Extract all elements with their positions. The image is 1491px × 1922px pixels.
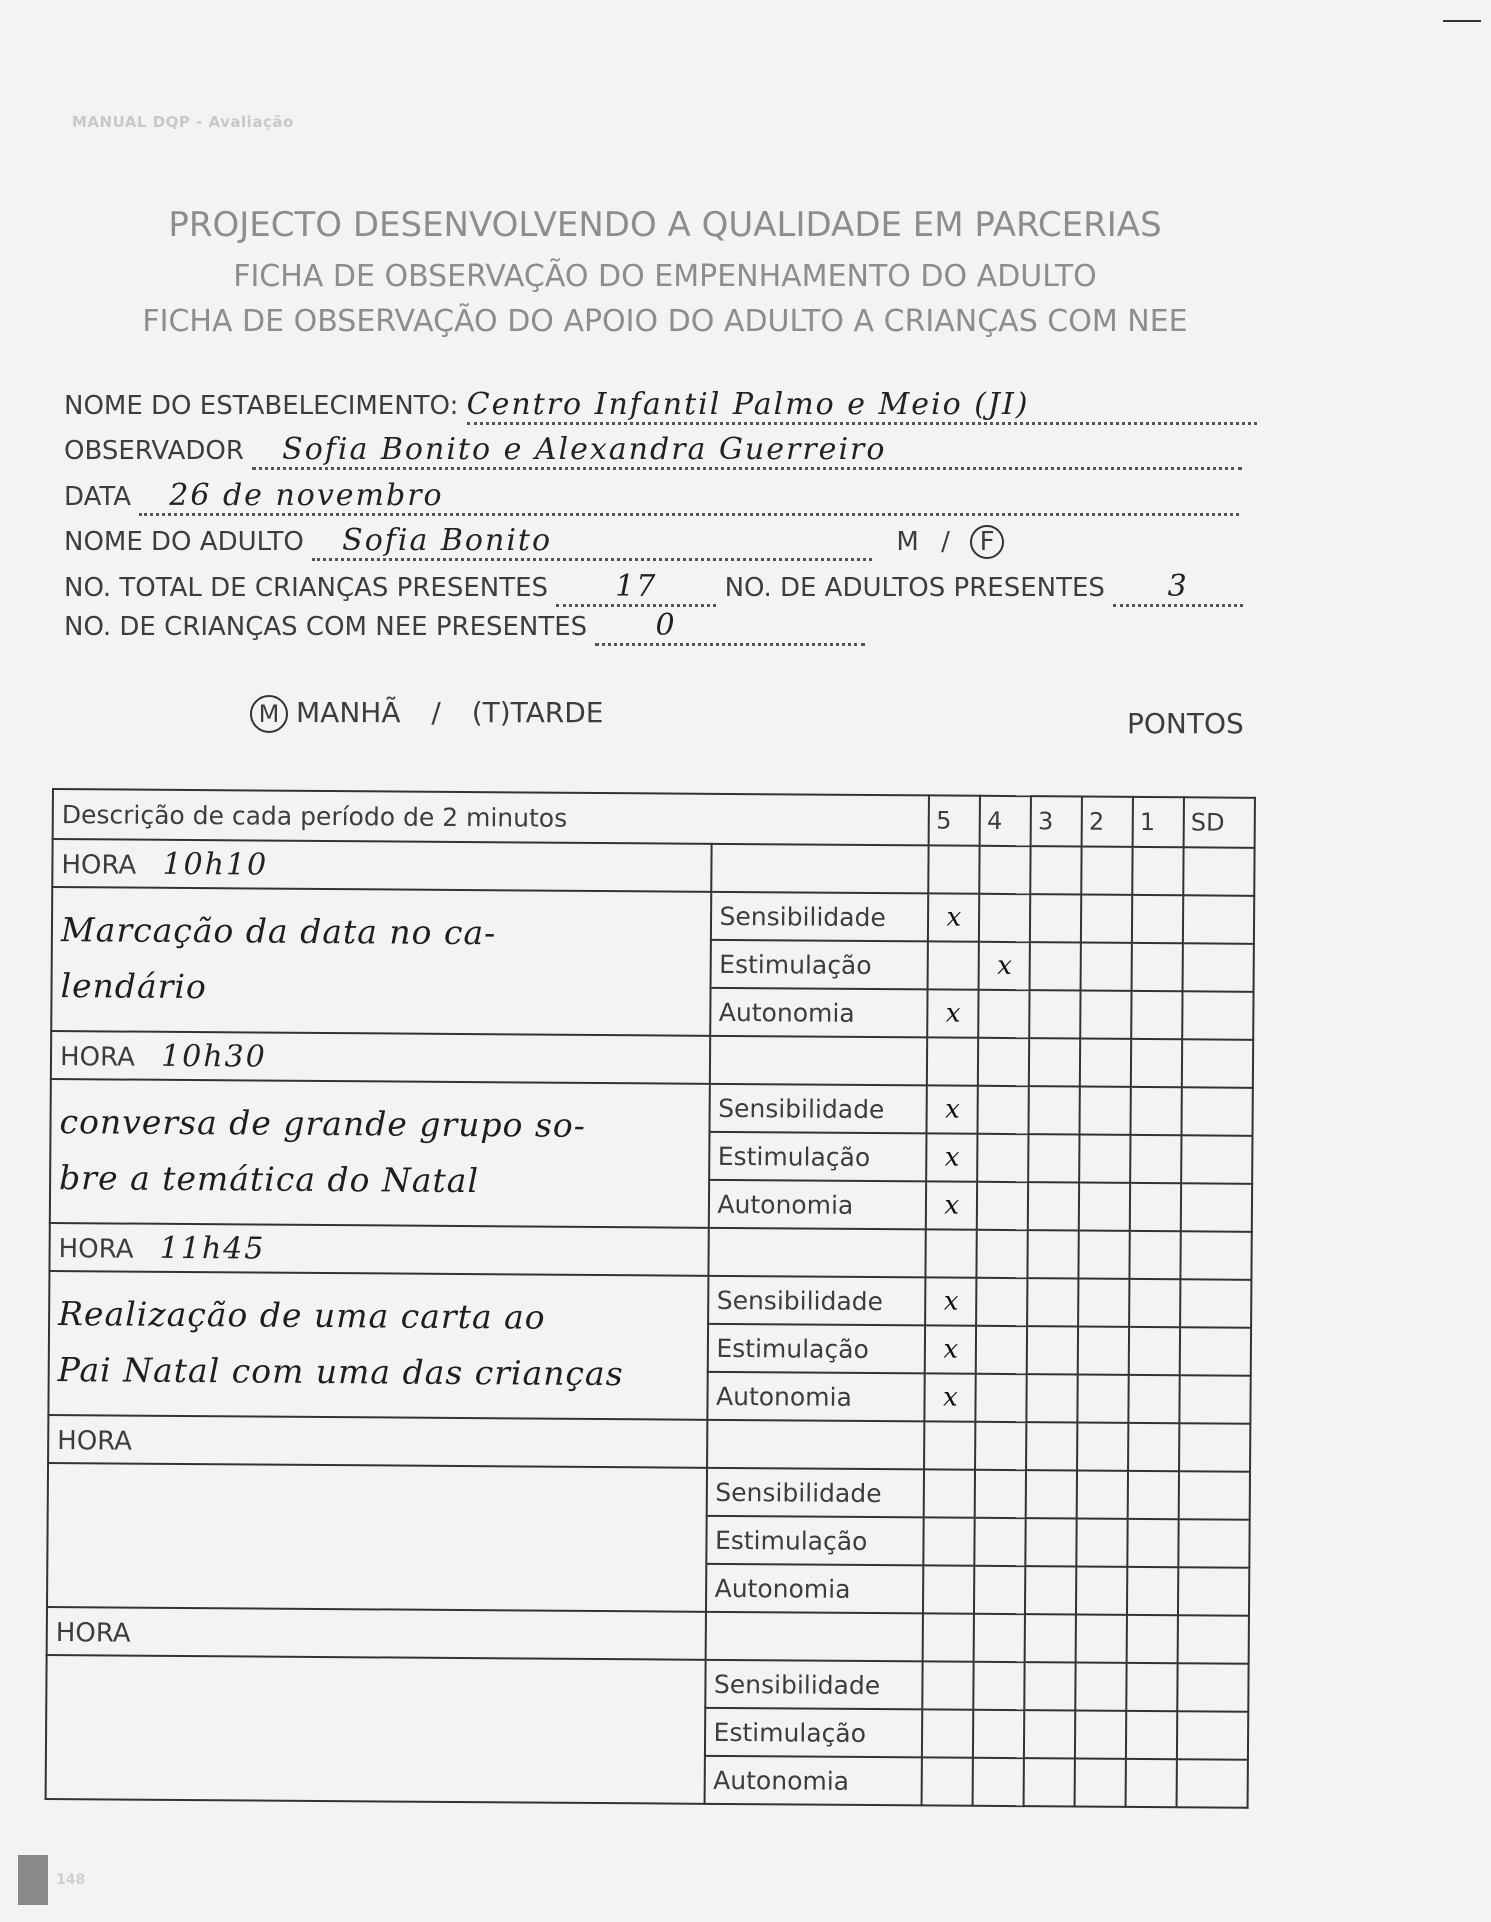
description-line-1: Marcação da data no ca- (60, 910, 497, 953)
hora-score-blank (980, 846, 1031, 894)
hora-category-blank (709, 1036, 927, 1086)
category-label: Estimulação (707, 1324, 925, 1374)
score-cell: x (928, 893, 979, 941)
hora-value: 10h10 (162, 846, 269, 883)
period-selector (250, 695, 603, 733)
score-cell (1127, 1567, 1178, 1615)
score-cell (979, 894, 1030, 942)
score-cell (1126, 1759, 1177, 1807)
score-cell (1078, 1279, 1129, 1327)
nee-label: NO. DE CRIANÇAS COM NEE PRESENTES (64, 612, 588, 642)
score-cell (1183, 895, 1254, 944)
page-tab-marker (18, 1855, 48, 1905)
category-label: Autonomia (708, 1180, 926, 1230)
score-cell (1079, 1135, 1130, 1183)
hora-score-blank (974, 1614, 1025, 1662)
hora-value: 11h45 (159, 1230, 266, 1267)
score-cell (924, 1469, 975, 1517)
form-subtitle-1: FICHA DE OBSERVAÇÃO DO EMPENHAMENTO DO ADULTO (233, 259, 1097, 294)
estabelecimento-value: Centro Infantil Palmo e Meio (JI) (466, 387, 1030, 422)
score-cell (1132, 943, 1183, 991)
hora-score-blank (1127, 1615, 1178, 1663)
pontos-label: PONTOS (1127, 707, 1244, 740)
score-header-3: 3 (1031, 796, 1082, 846)
category-row (49, 1271, 1251, 1328)
hora-score-blank (977, 1230, 1028, 1278)
score-cell (975, 1518, 1026, 1566)
score-cell: x (925, 1325, 976, 1373)
score-cell (973, 1710, 1024, 1758)
score-cell: x (927, 1085, 978, 1133)
hora-cell (51, 1031, 710, 1084)
score-cell (974, 1662, 1025, 1710)
score-cell (922, 1709, 973, 1757)
score-cell (1128, 1471, 1179, 1519)
tarde-label: (T)TARDE (471, 696, 604, 729)
hora-row (51, 1031, 1253, 1088)
description-line-2: bre a temática do Natal (59, 1158, 480, 1201)
score-cell (1029, 990, 1080, 1038)
manha-circle-mark: M (250, 695, 288, 733)
score-cell (924, 1517, 975, 1565)
estabelecimento-label: NOME DO ESTABELECIMENTO: (64, 391, 459, 421)
score-header-2: 2 (1082, 797, 1133, 847)
score-cell (1024, 1758, 1075, 1806)
observador-value: Sofia Bonito e Alexandra Guerreiro (282, 432, 887, 467)
score-cell (1181, 1183, 1252, 1232)
edge-mark (1443, 20, 1481, 22)
score-cell (1028, 1134, 1079, 1182)
category-label: Sensibilidade (705, 1660, 923, 1710)
period-description (51, 887, 711, 1036)
score-header-sd: SD (1184, 797, 1255, 848)
sexo-f-circled: F (970, 525, 1004, 559)
running-head: MANUAL DQP - Avaliação (72, 113, 294, 131)
observation-blocks (46, 839, 1255, 1808)
hora-row (47, 1607, 1249, 1664)
hora-label: HORA (58, 1233, 134, 1265)
hora-row (48, 1415, 1250, 1472)
score-cell (977, 1182, 1028, 1230)
score-cell: x (927, 1133, 978, 1181)
hora-score-blank (1128, 1423, 1179, 1471)
score-header-1: 1 (1133, 797, 1184, 847)
score-cell (1180, 1327, 1251, 1376)
score-cell (1078, 1375, 1129, 1423)
score-cell (977, 1134, 1028, 1182)
hora-cell (47, 1607, 706, 1660)
score-cell (1076, 1567, 1127, 1615)
score-cell (1027, 1278, 1078, 1326)
period-description (46, 1655, 706, 1804)
hora-score-blank (1030, 846, 1081, 894)
hora-score-blank (929, 845, 980, 893)
field-total-criancas (64, 569, 1243, 607)
hora-cell (52, 839, 711, 892)
hora-label: HORA (57, 1425, 133, 1457)
score-cell (1079, 1183, 1130, 1231)
hora-category-blank (708, 1228, 926, 1278)
score-cell (1028, 1182, 1079, 1230)
sexo-m: M (896, 527, 919, 557)
score-cell (1178, 1519, 1249, 1568)
score-cell (1026, 1518, 1077, 1566)
hora-score-blank (978, 1038, 1029, 1086)
hora-score-blank (1076, 1615, 1127, 1663)
hora-score-blank (1179, 1423, 1250, 1472)
hora-score-blank (1081, 847, 1132, 895)
description-line-1: conversa de grande grupo so- (59, 1102, 587, 1145)
period-description (48, 1271, 708, 1420)
hora-score-blank (1132, 847, 1183, 895)
form-title: PROJECTO DESENVOLVENDO A QUALIDADE EM PARCERIAS (168, 205, 1162, 245)
data-label: DATA (64, 482, 131, 512)
score-cell (1177, 1663, 1248, 1712)
hora-score-blank (1129, 1231, 1180, 1279)
description-line-1 (57, 1478, 697, 1483)
description-line-1 (56, 1670, 696, 1675)
field-data (64, 478, 1239, 516)
score-cell (1076, 1519, 1127, 1567)
score-cell (1027, 1326, 1078, 1374)
score-cell (975, 1470, 1026, 1518)
hora-category-blank (707, 1420, 925, 1470)
score-cell (976, 1326, 1027, 1374)
nee-value: 0 (655, 608, 677, 643)
hora-score-blank (1079, 1231, 1130, 1279)
score-cell (978, 990, 1029, 1038)
score-cell (974, 1566, 1025, 1614)
hora-row (52, 839, 1254, 896)
score-cell (1183, 943, 1254, 992)
score-cell (1179, 1375, 1250, 1424)
score-cell (1131, 991, 1182, 1039)
hora-category-blank (705, 1612, 923, 1662)
category-label: Autonomia (704, 1756, 922, 1806)
score-cell (928, 941, 979, 989)
score-cell (1024, 1662, 1075, 1710)
score-cell (1030, 894, 1081, 942)
category-label: Sensibilidade (708, 1276, 926, 1326)
score-header-5: 5 (929, 795, 980, 845)
score-cell (1024, 1710, 1075, 1758)
category-label: Estimulação (704, 1708, 922, 1758)
sexo-separator: / (941, 527, 950, 557)
category-label: Sensibilidade (706, 1468, 924, 1518)
observador-label: OBSERVADOR (64, 436, 244, 466)
score-cell (923, 1565, 974, 1613)
score-cell (1132, 895, 1183, 943)
score-cell: x (928, 989, 979, 1037)
description-line-2: Pai Natal com uma das crianças (57, 1350, 624, 1394)
score-cell (976, 1278, 1027, 1326)
observation-table (45, 788, 1256, 1809)
hora-score-blank (1029, 1038, 1080, 1086)
score-cell: x (979, 942, 1030, 990)
adulto-value: Sofia Bonito (342, 523, 553, 558)
hora-cell (49, 1223, 708, 1276)
score-cell (1127, 1519, 1178, 1567)
field-nee (64, 608, 865, 646)
hora-label: HORA (55, 1617, 131, 1649)
score-cell: x (926, 1181, 977, 1229)
hora-label: HORA (61, 849, 137, 881)
category-label: Sensibilidade (710, 892, 928, 942)
field-adulto (64, 523, 1004, 561)
hora-score-blank (924, 1421, 975, 1469)
score-cell (1075, 1711, 1126, 1759)
score-cell: x (925, 1277, 976, 1325)
hora-score-blank (1180, 1231, 1251, 1280)
score-cell (1180, 1279, 1251, 1328)
hora-score-blank (975, 1422, 1026, 1470)
hora-value: 10h30 (161, 1038, 267, 1075)
score-cell (1081, 895, 1132, 943)
score-cell (1077, 1471, 1128, 1519)
score-cell (922, 1757, 973, 1805)
period-description (47, 1463, 707, 1612)
field-estabelecimento (64, 387, 1257, 425)
score-cell (973, 1758, 1024, 1806)
category-label: Estimulação (709, 1132, 927, 1182)
category-row (52, 887, 1254, 944)
score-cell (1130, 1183, 1181, 1231)
hora-score-blank (1028, 1230, 1079, 1278)
adulto-label: NOME DO ADULTO (64, 527, 304, 557)
category-label: Autonomia (707, 1372, 925, 1422)
hora-score-blank (1178, 1615, 1249, 1664)
total-criancas-value: 17 (615, 569, 658, 604)
score-cell (923, 1661, 974, 1709)
adultos-value: 3 (1167, 569, 1189, 604)
score-cell (1029, 1086, 1080, 1134)
hora-score-blank (1182, 1039, 1253, 1088)
category-row (48, 1463, 1250, 1520)
hora-score-blank (1025, 1614, 1076, 1662)
score-cell (1181, 1135, 1252, 1184)
score-cell (1075, 1759, 1126, 1807)
score-cell (1080, 1087, 1131, 1135)
category-row (51, 1079, 1253, 1136)
description-line-1: Realização de uma carta ao (58, 1294, 546, 1337)
category-label: Estimulação (706, 1516, 924, 1566)
hora-row (49, 1223, 1251, 1280)
hora-score-blank (1077, 1423, 1128, 1471)
score-cell (1081, 943, 1132, 991)
score-cell (1030, 942, 1081, 990)
category-label: Sensibilidade (709, 1084, 927, 1134)
score-cell (1181, 1087, 1252, 1136)
manha-label: MANHÃ (296, 696, 401, 729)
score-cell (1078, 1327, 1129, 1375)
hora-score-blank (1131, 1039, 1182, 1087)
period-separator: / (431, 696, 441, 729)
data-value: 26 de novembro (169, 478, 444, 513)
category-label: Estimulação (710, 940, 928, 990)
category-label: Autonomia (705, 1564, 923, 1614)
hora-score-blank (927, 1037, 978, 1085)
category-row (46, 1655, 1248, 1712)
score-cell (1075, 1663, 1126, 1711)
hora-score-blank (1183, 847, 1254, 896)
period-description (50, 1079, 710, 1228)
score-cell (1080, 991, 1131, 1039)
score-cell (1126, 1663, 1177, 1711)
score-cell (1177, 1759, 1248, 1808)
score-cell (976, 1374, 1027, 1422)
desc-header: Descrição de cada período de 2 minutos (53, 789, 930, 845)
score-cell (1178, 1567, 1249, 1616)
description-line-2: lendário (60, 966, 208, 1007)
score-cell: x (925, 1373, 976, 1421)
hora-score-blank (923, 1613, 974, 1661)
score-cell (1126, 1711, 1177, 1759)
score-cell (1182, 991, 1253, 1040)
score-header-4: 4 (980, 796, 1031, 846)
score-cell (1027, 1374, 1078, 1422)
table-header-row (53, 789, 1255, 848)
score-cell (1128, 1375, 1179, 1423)
total-criancas-label: NO. TOTAL DE CRIANÇAS PRESENTES (64, 573, 549, 603)
score-cell (1129, 1327, 1180, 1375)
hora-score-blank (1026, 1422, 1077, 1470)
hora-cell (48, 1415, 707, 1468)
score-cell (1026, 1470, 1077, 1518)
description-line-2 (56, 1670, 696, 1675)
score-cell (1130, 1135, 1181, 1183)
score-cell (1179, 1471, 1250, 1520)
form-subtitle-2: FICHA DE OBSERVAÇÃO DO APOIO DO ADULTO A CRIANÇAS COM NEE (142, 304, 1188, 339)
adultos-label: NO. DE ADULTOS PRESENTES (724, 573, 1105, 603)
score-cell (1177, 1711, 1248, 1760)
hora-score-blank (1080, 1039, 1131, 1087)
score-cell (1025, 1566, 1076, 1614)
field-observador (64, 432, 1242, 470)
page-number: 148 (56, 1872, 86, 1888)
category-label: Autonomia (710, 988, 928, 1038)
score-cell (1131, 1087, 1182, 1135)
description-line-2 (57, 1478, 697, 1483)
score-cell (1129, 1279, 1180, 1327)
hora-category-blank (711, 844, 929, 894)
hora-label: HORA (59, 1041, 135, 1073)
hora-score-blank (926, 1229, 977, 1277)
score-cell (978, 1086, 1029, 1134)
